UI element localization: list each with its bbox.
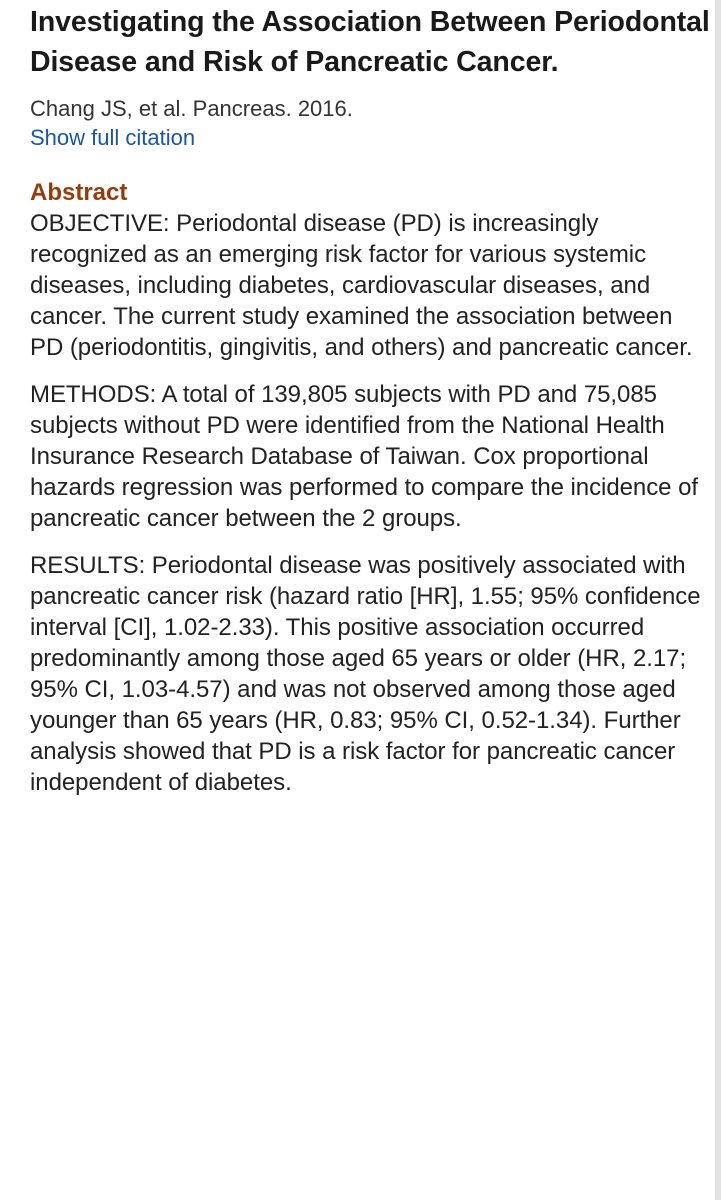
abstract-methods: METHODS: A total of 139,805 subjects with PD and 75,085 subjects without PD were identified from the National Health Insurance Research Database of Taiwan. Cox proportional hazards regression was performed to compare the incidence of pancreatic cancer between the 2 groups. (30, 381, 699, 532)
show-full-citation-link[interactable]: Show full citation (30, 125, 196, 150)
page-edge (715, 0, 721, 1200)
article-title: Investigating the Association Between Periodontal Disease and Risk of Pancreatic Cancer. (30, 6, 710, 78)
citation: Chang JS, et al. Pancreas. 2016. (30, 96, 353, 121)
abstract-results: RESULTS: Periodontal disease was positively associated with pancreatic cancer risk (hazard ratio [HR], 1.55; 95% confidence interval [CI], 1.02-2.33). This positive association occurred predominantly among those aged 65 years or older (HR, 2.17; 95% CI, 1.03-4.57) and was not observed among those aged younger than 65 years (HR, 0.83; 95% CI, 0.52-1.34). Further analysis showed that PD is a risk factor for pancreatic cancer independent of diabetes. (30, 552, 701, 796)
abstract-body (30, 208, 710, 798)
abstract-heading: Abstract (30, 179, 128, 206)
article (30, 0, 710, 814)
abstract-objective: OBJECTIVE: Periodontal disease (PD) is increasingly recognized as an emerging risk factor for various systemic diseases, including diabetes, cardiovascular diseases, and cancer. The current study examined the association between PD (periodontitis, gingivitis, and others) and pancreatic cancer. (30, 210, 693, 361)
